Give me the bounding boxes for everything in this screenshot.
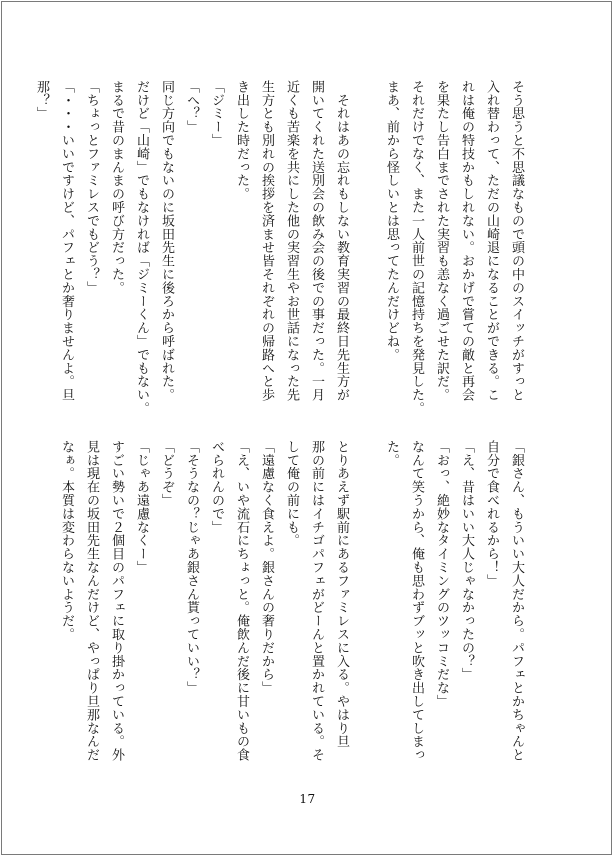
text-line: を果たし告白までされた実習も恙なく過ごせた訳だ。	[434, 80, 449, 402]
text-line: 那？」	[34, 80, 49, 121]
text-line: 「・・・いいですけど、パフェとか奢りませんよ。旦	[59, 80, 74, 402]
text-line: 「そうなの？じゃあ銀さん貰っていい？」	[184, 440, 199, 695]
text-line: 見は現在の坂田先生なんだけど、やっぱり旦那なんだ	[84, 440, 99, 762]
text-line: 自分で食べれるから！」	[484, 440, 499, 588]
text-line: 「じゃあ遠慮なくー」	[134, 440, 149, 574]
text-line: 同じ方向でもないのに坂田先生に後ろから呼ばれた。	[159, 80, 174, 402]
text-line: 「え、いや流石にちょっと。俺飲んだ後に甘いもの食	[234, 440, 249, 762]
text-line: とりあえず駅前にあるファミレスに入る。やはり旦	[334, 440, 349, 749]
text-line: 生方とも別れの挨拶を済ませ皆それぞれの帰路へと歩	[259, 80, 274, 402]
text-line: 「銀さん、もういい大人だから。パフェとかちゃんと	[509, 440, 524, 762]
text-line: き出した時だった。	[234, 80, 249, 201]
text-line: 入れ替わって、ただの山崎退になることができる。こ	[484, 80, 499, 402]
text-line: なんて笑うから、俺も思わずブッと吹き出してしまっ	[409, 440, 424, 762]
text-line: して俺の前にも。	[284, 440, 299, 548]
top-text-block	[34, 80, 529, 430]
bottom-text-block	[59, 440, 529, 790]
text-line: 「ジミー」	[209, 80, 224, 147]
text-line: だけど「山崎」でもなければ「ジミーくん」でもない。	[134, 80, 149, 415]
text-line: れは俺の特技かもしれない。おかげで嘗ての敵と再会	[459, 80, 474, 402]
text-line: 「へ？」	[184, 80, 199, 134]
text-line: 「おっ、絶妙なタイミングのツッコミだな」	[434, 440, 449, 708]
text-line: 「どうぞ」	[159, 440, 174, 507]
text-line: 「え、昔はいい大人じゃなかったの？」	[459, 440, 474, 682]
text-line: 那の前にはイチゴパフェがどーんと置かれている。そ	[309, 440, 324, 762]
text-line: 開いてくれた送別会の飲み会の後での事だった。一月	[309, 80, 324, 402]
text-line: まあ、前から怪しいとは思ってたんだけどね。	[384, 80, 399, 362]
text-line: べられんので」	[209, 440, 224, 534]
text-line: た。	[384, 440, 399, 467]
text-line: すごい勢いで２個目のパフェに取り掛かっている。外	[109, 440, 124, 762]
text-line: それはあの忘れもしない教育実習の最終日先生方が	[334, 80, 349, 402]
blank-line	[354, 80, 379, 430]
text-line: そう思うと不思議なもので頭の中のスイッチがすっと	[509, 80, 524, 402]
text-line: まるで昔のまんまの呼び方だった。	[109, 80, 124, 295]
blank-line	[354, 440, 379, 790]
text-line: 「遠慮なく食えよ。銀さんの奢りだから」	[259, 440, 274, 695]
text-line: 近くも苦楽を共にした他の実習生やお世話になった先	[284, 80, 299, 402]
text-line: なぁ。本質は変わらないようだ。	[59, 440, 74, 641]
page-number: 17	[299, 792, 316, 806]
text-line: それだけでなく、また一人前世の記憶持ちを発見した。	[409, 80, 424, 415]
text-line: 「ちょっとファミレスでもどう？」	[84, 80, 99, 295]
